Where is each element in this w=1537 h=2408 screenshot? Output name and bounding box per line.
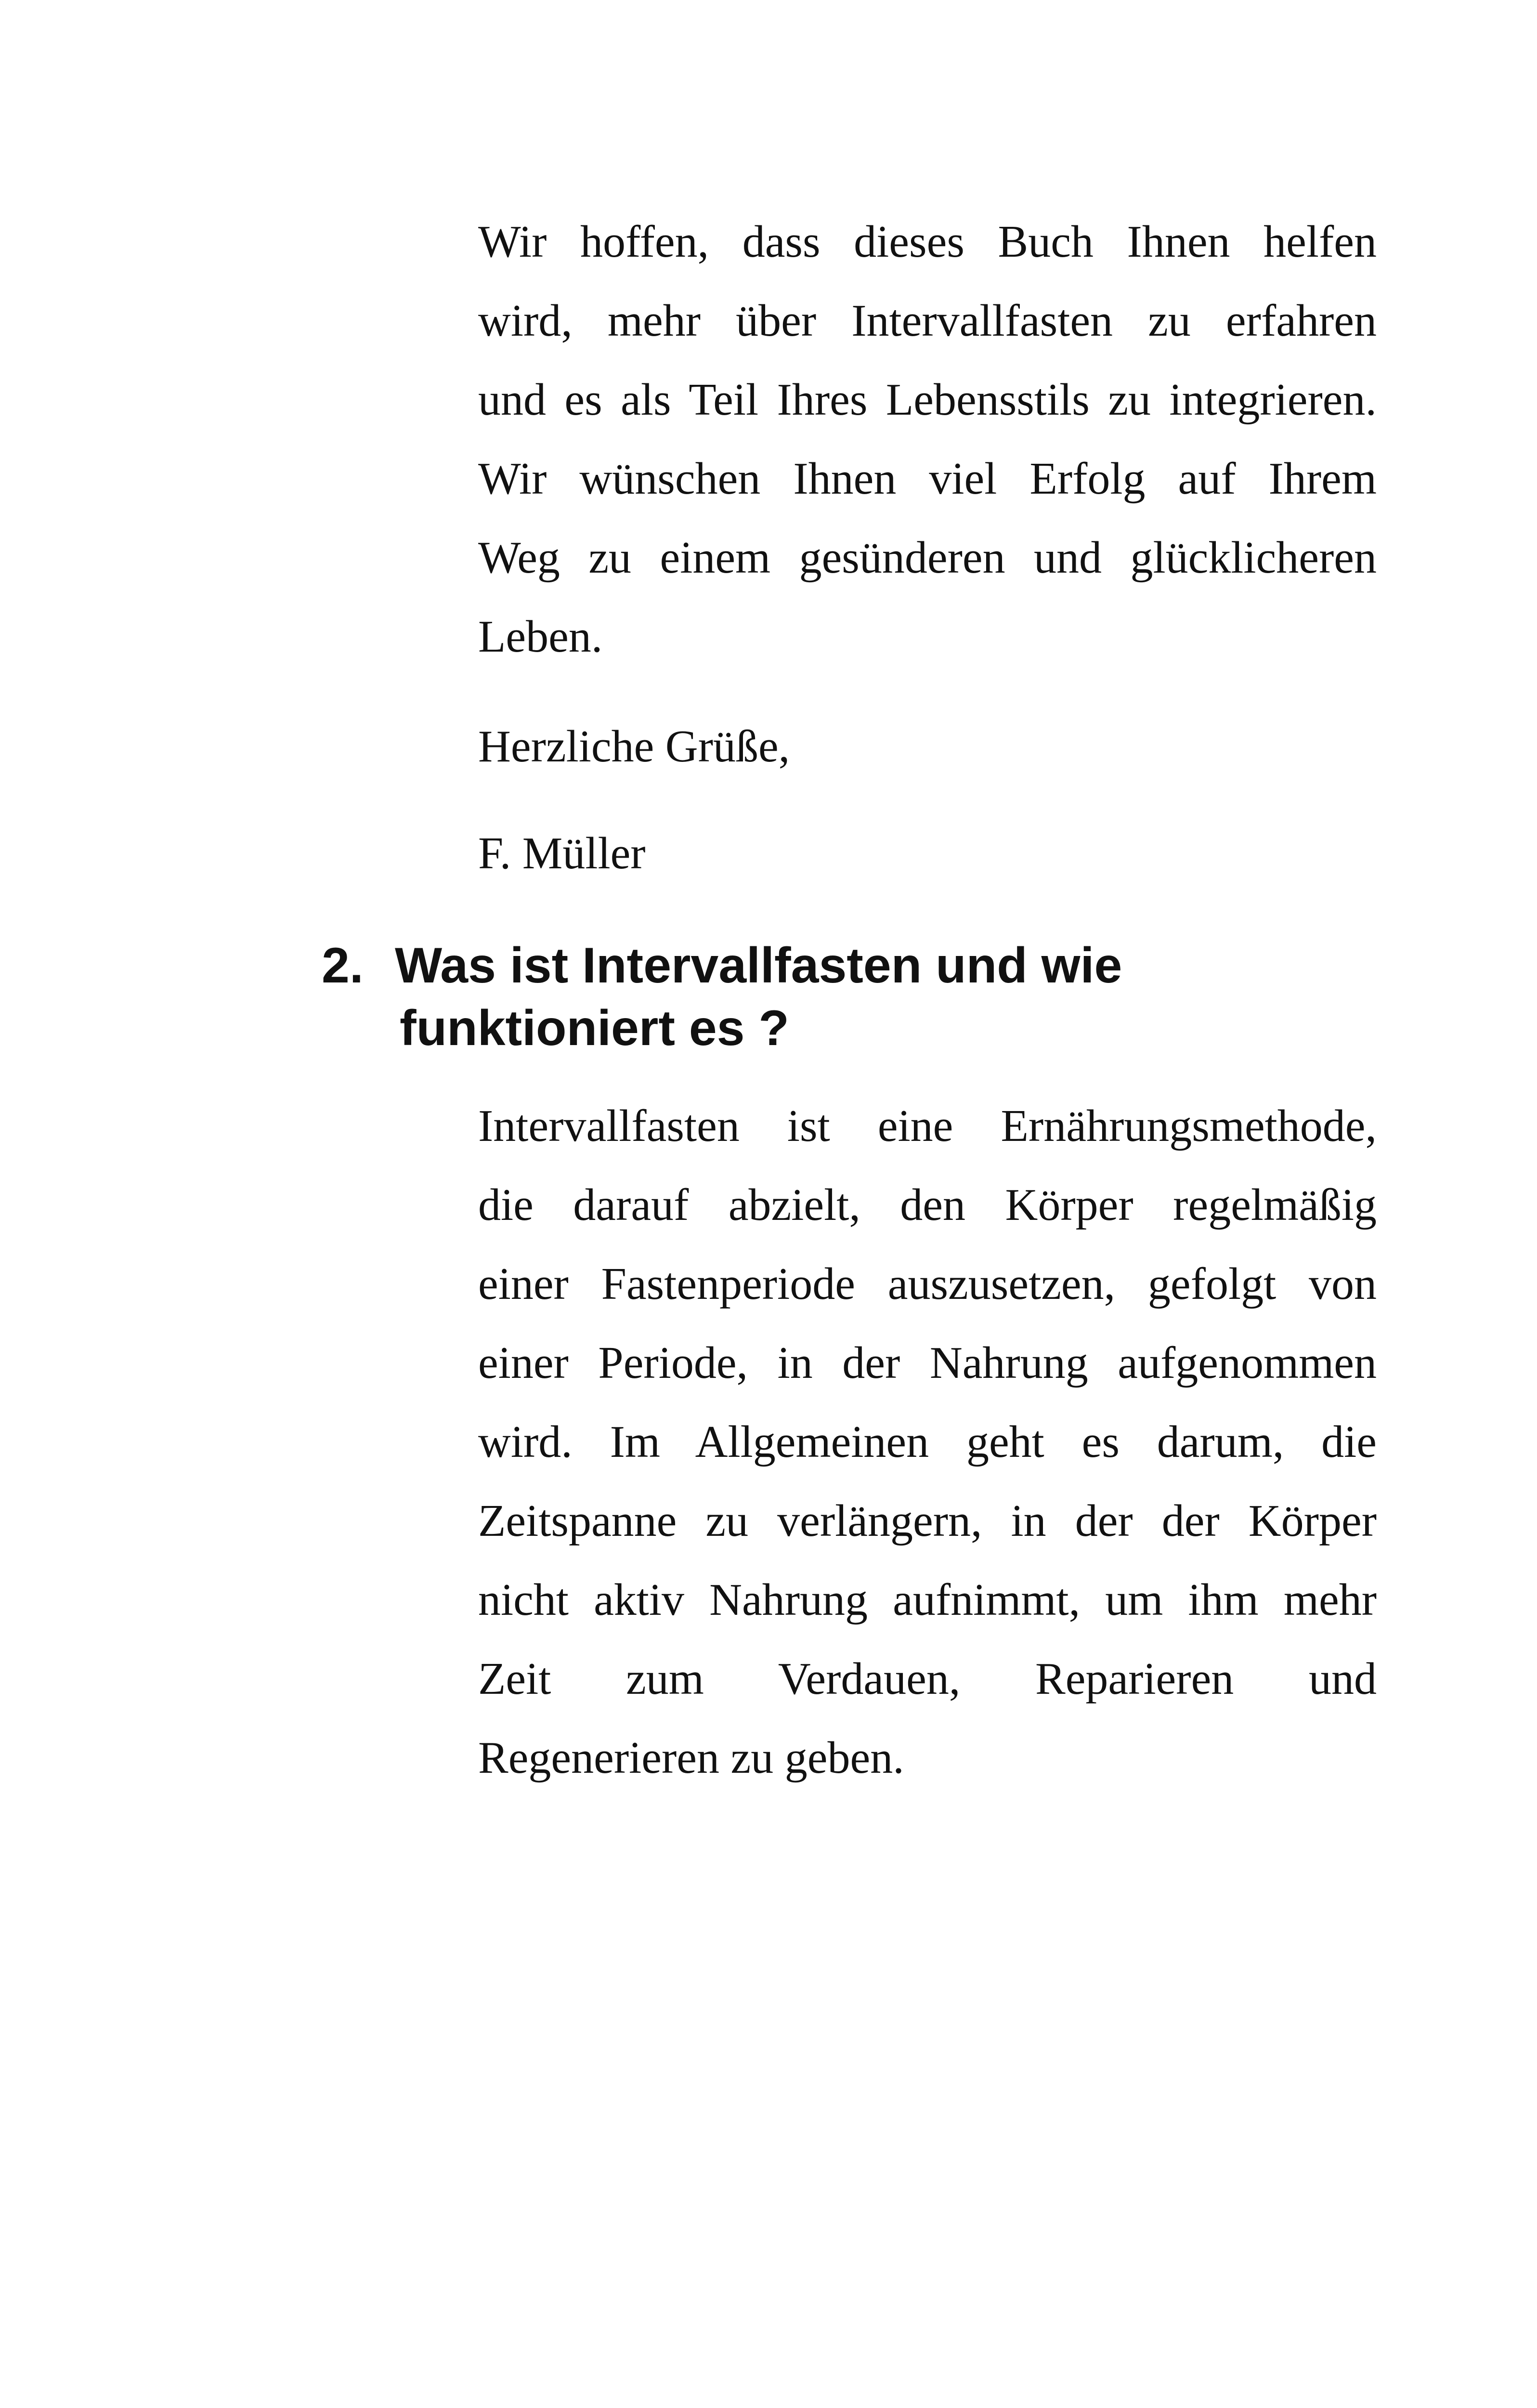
section-title-line: Was ist Intervallfasten und wie: [395, 938, 1122, 994]
section-title-line: funktioniert es ?: [400, 1000, 789, 1056]
paragraph-line: Intervallfasten ist eine Ernährungsmethode,: [478, 1101, 1377, 1151]
paragraph-line: Zeit zum Verdauen, Reparieren und: [478, 1654, 1377, 1704]
paragraph-line: Leben.: [478, 612, 603, 662]
paragraph-line: wird, mehr über Intervallfasten zu erfahren: [478, 296, 1377, 346]
intro-paragraph: [478, 202, 1377, 676]
paragraph-line: die darauf abzielt, den Körper regelmäßig: [478, 1180, 1377, 1230]
section-number: 2.: [322, 938, 364, 994]
paragraph-line: Wir hoffen, dass dieses Buch Ihnen helfen: [478, 217, 1377, 267]
section-heading: [322, 934, 1429, 1060]
paragraph-line: Zeitspanne zu verlängern, in der der Körper: [478, 1496, 1377, 1546]
paragraph-line: einer Fastenperiode auszusetzen, gefolgt von: [478, 1259, 1377, 1309]
paragraph-line: nicht aktiv Nahrung aufnimmt, um ihm mehr: [478, 1575, 1377, 1625]
signature: F. Müller: [478, 828, 646, 878]
paragraph-line: wird. Im Allgemeinen geht es darum, die: [478, 1417, 1377, 1467]
paragraph-line: Weg zu einem gesünderen und glücklicheren: [478, 533, 1377, 583]
section-paragraph: [478, 1086, 1377, 1797]
paragraph-line: Regenerieren zu geben.: [478, 1733, 904, 1783]
paragraph-line: Wir wünschen Ihnen viel Erfolg auf Ihrem: [478, 454, 1377, 504]
paragraph-line: einer Periode, in der Nahrung aufgenommen: [478, 1338, 1377, 1388]
paragraph-line: und es als Teil Ihres Lebensstils zu integrieren.: [478, 375, 1377, 425]
closing-greeting: Herzliche Grüße,: [478, 721, 790, 772]
